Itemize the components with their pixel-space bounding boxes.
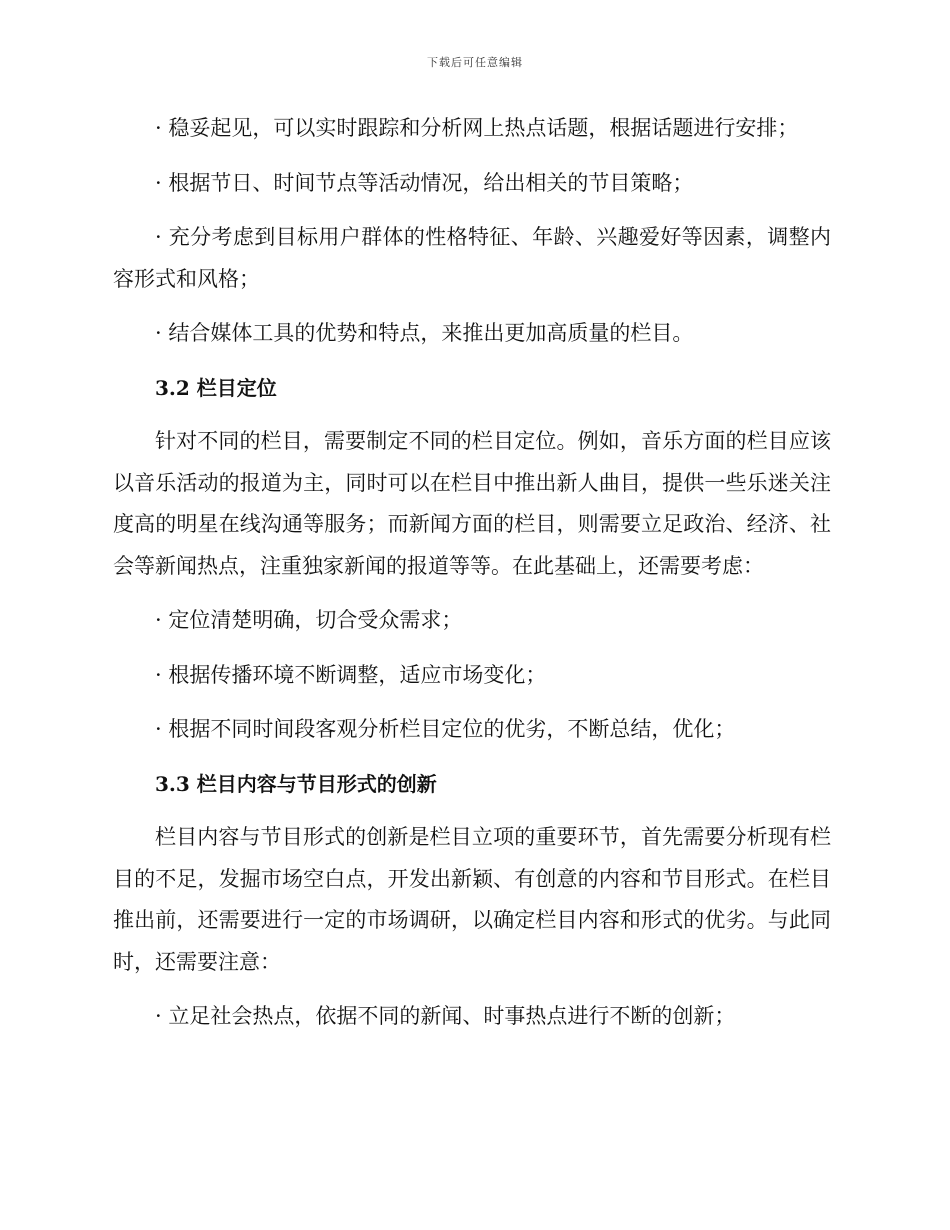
page-header: 下载后可任意编辑 — [427, 56, 523, 69]
section-3-3-paragraph: 栏目内容与节目形式的创新是栏目立项的重要环节，首先需要分析现有栏目的不足，发掘市场空白点，开发出新颖、有创意的内容和节目形式。在栏目推出前，还需要进行一定的市场调研，以确定栏目内容和形式的优劣。与此同时，还需要注意： — [113, 825, 831, 974]
bullet-item: · 稳妥起见，可以实时跟踪和分析网上热点话题，根据话题进行安排； — [155, 116, 799, 140]
section-heading-3-2: 3.2 栏目定位 — [155, 375, 277, 400]
bullet-item: · 结合媒体工具的优势和特点，来推出更加高质量的栏目。 — [155, 321, 694, 345]
document-body — [113, 108, 831, 1051]
bullet-item: · 定位清楚明确，切合受众需求； — [155, 608, 463, 632]
bullet-item: · 根据传播环境不断调整，适应市场变化； — [155, 662, 547, 687]
section-heading-3-3: 3.3 栏目内容与节目形式的创新 — [155, 771, 437, 796]
bullet-item: · 根据不同时间段客观分析栏目定位的优劣，不断总结，优化； — [155, 717, 736, 741]
bullet-item: · 立足社会热点，依据不同的新闻、时事热点进行不断的创新； — [155, 1004, 736, 1028]
section-3-2-paragraph: 针对不同的栏目，需要制定不同的栏目定位。例如，音乐方面的栏目应该以音乐活动的报道为主，同时可以在栏目中推出新人曲目，提供一些乐迷关注度高的明星在线沟通等服务；而新闻方面的栏目，则需要立足政治、经济、社会等新闻热点，注重独家新闻的报道等等。在此基础上，还需要考虑： — [113, 429, 831, 578]
bullet-item: · 充分考虑到目标用户群体的性格特征、年龄、兴趣爱好等因素，调整内容形式和风格； — [113, 225, 831, 291]
bullet-item: · 根据节日、时间节点等活动情况，给出相关的节目策略； — [155, 170, 694, 195]
